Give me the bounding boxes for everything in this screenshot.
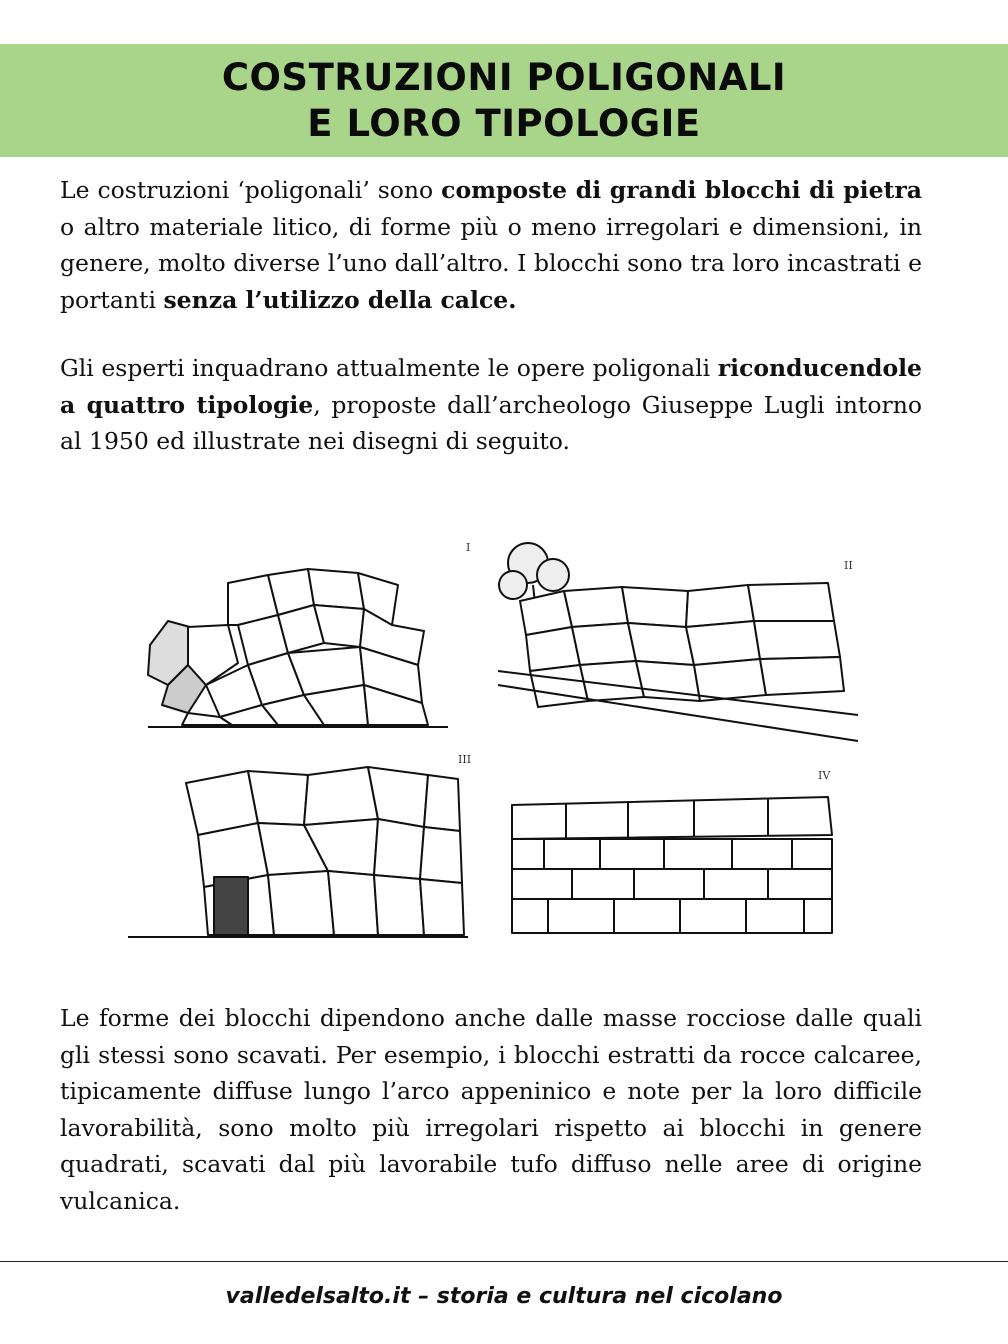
drawing-type-2 (498, 543, 858, 741)
drawing-label-1: I (466, 541, 471, 554)
footer-site-credit: valledelsalto.it – storia e cultura nel cicolano (225, 1284, 783, 1309)
typology-paragraph (60, 350, 922, 460)
page-title-line-2: E LORO TIPOLOGIE (307, 101, 701, 145)
intro-text-1: Le costruzioni ‘poligonali’ sono (60, 176, 442, 204)
typology-text-2: , proposte dall’archeologo Giuseppe Lugli intorno al 1950 ed illustrate nei disegni di seguito. (60, 390, 922, 455)
drawing-type-1 (148, 569, 448, 727)
drawing-label-2: II (844, 559, 853, 572)
page-title-line-1: COSTRUZIONI POLIGONALI (221, 55, 787, 99)
intro-paragraph (60, 172, 922, 318)
intro-bold-2: senza l’utilizzo della calce. (163, 285, 517, 314)
drawing-type-4 (512, 797, 832, 933)
drawing-type-3 (128, 767, 468, 937)
intro-text-2: o altro materiale litico, di forme più o meno irregolari e dimensioni, in genere, molto diverse l’uno dall’altro. I blocchi sono tra loro incastrati e portanti (60, 212, 922, 314)
footer-divider (0, 1261, 1008, 1262)
masonry-drawings-figure (128, 535, 858, 953)
intro-bold-1: composte di grandi blocchi di pietra (441, 176, 922, 204)
drawing-label-3: III (458, 753, 472, 766)
materials-paragraph: Le forme dei blocchi dipendono anche dalle masse rocciose dalle quali gli stessi sono scavati. Per esempio, i blocchi estratti da rocce calcaree, tipicamente diffuse lungo l’arco appeninico e note per la loro difficile lavorabilità, sono molto più irregolari rispetto ai blocchi in genere quadrati, scavati dal più lavorabile tufo diffuso nelle aree di origine vulcanica. (60, 1004, 922, 1215)
typology-text-1: Gli esperti inquadrano attualmente le opere poligonali (60, 354, 718, 382)
title-banner (0, 44, 1008, 157)
typology-bold: riconducendole a quattro tipologie (60, 354, 922, 419)
drawing-label-4: IV (818, 769, 831, 782)
